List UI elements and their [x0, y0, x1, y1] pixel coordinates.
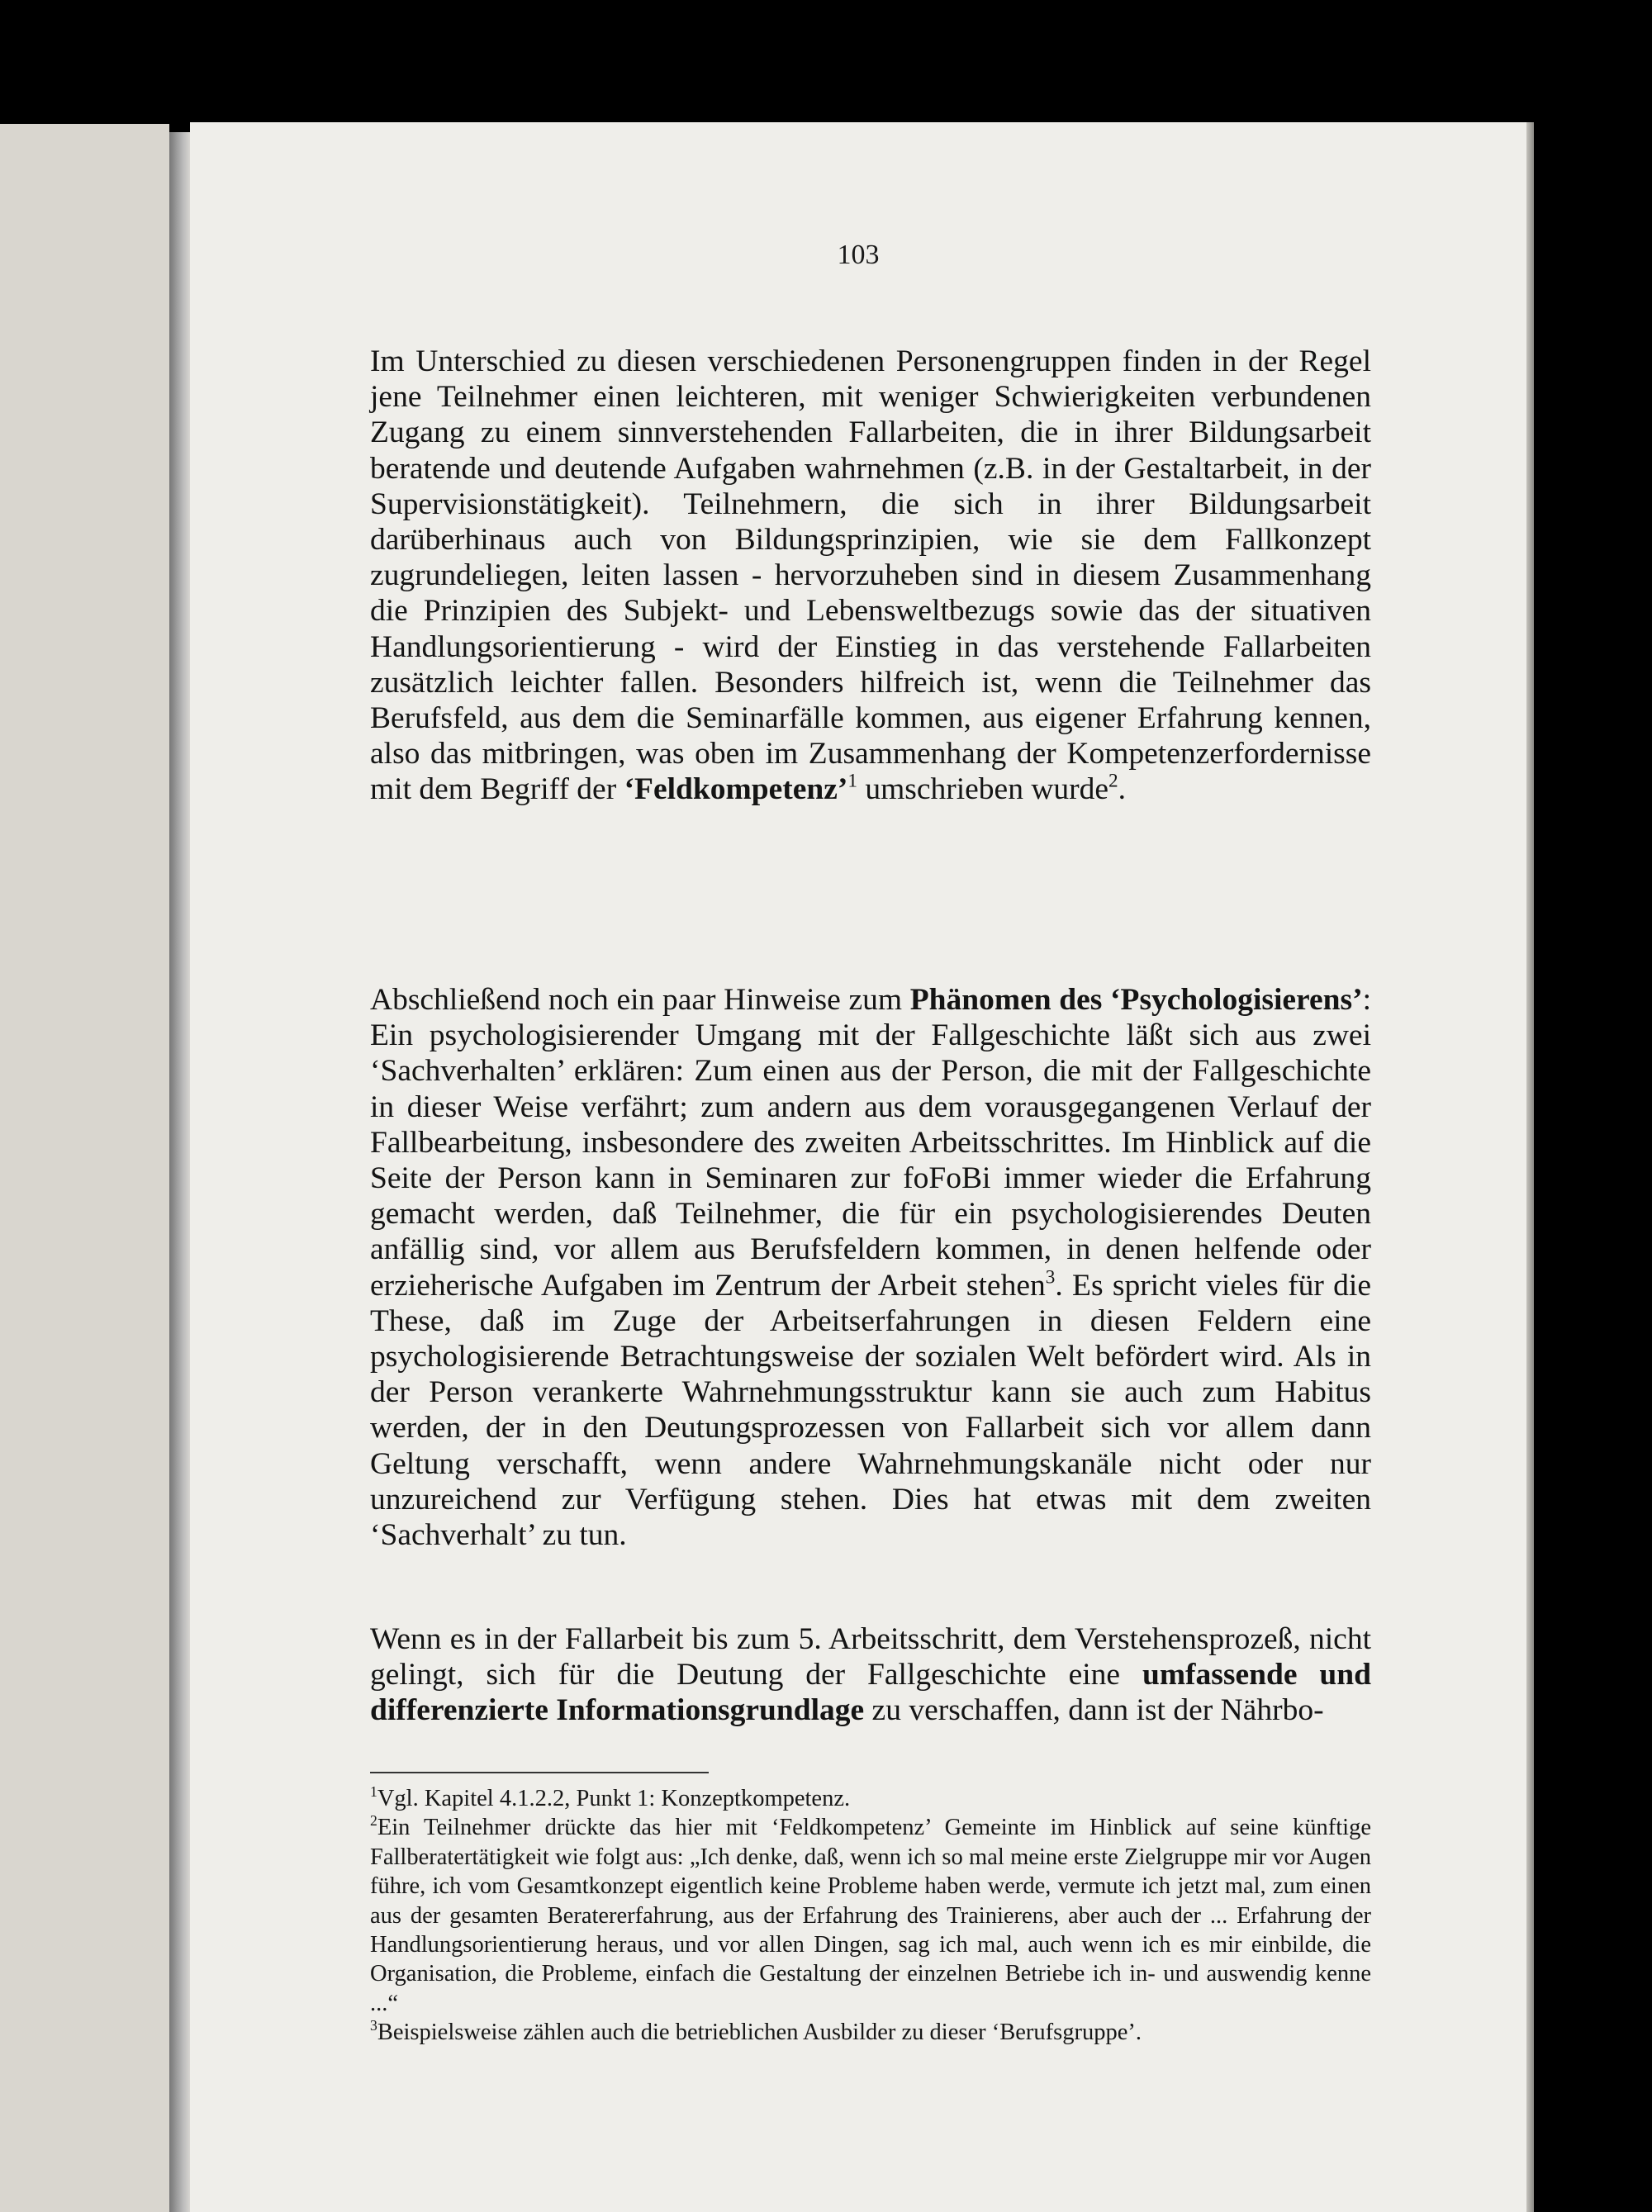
- book-page: [190, 122, 1526, 2212]
- p2-run-footnote-ref: 3: [1045, 1266, 1056, 1289]
- paragraph-2-text: [370, 982, 1371, 1553]
- paragraph-1-text: [370, 344, 1371, 808]
- footnote-separator: [370, 1772, 709, 1773]
- footnote-2-marker: 2: [370, 1812, 377, 1830]
- facing-page-edge: [0, 124, 169, 2212]
- footnote-2-text: Ein Teilnehmer drückte das hier mit ‘Feldkompetenz’ Gemeinte im Hinblick auf seine künftige Fallberatertätigkeit wie folgt aus: „Ich denke, daß, wenn ich so mal meine erste Zielgruppe mir vor Augen führe, ich vom Gesamtkonzept eigentlich keine Probleme haben werde, vermute ich jetzt mal, zum einen aus der gesamten Beratererfahrung, aus der Erfahrung des Trainierens, aber auch der ... Erfahrung der Handlungsorientierung heraus, und vor allen Dingen, sag ich mal, auch wenn ich es mir einbilde, die Organisation, die Probleme, einfach die Gestaltung der einzelnen Betriebe ich in- und auswendig kenne ...“: [370, 1815, 1371, 2016]
- p3-run: zu verschaffen, dann ist der Nährbo-: [864, 1693, 1324, 1728]
- paragraph-3: [370, 1621, 1371, 1729]
- p3-run: Wenn es in der Fallarbeit bis zum 5. Arbeitsschritt, dem Verstehensprozeß, nicht gelingt, sich für die Deutung der Fallgeschichte eine: [370, 1622, 1371, 1692]
- p1-run: umschrieben wurde: [857, 772, 1109, 807]
- p2-run: : Ein psychologisierender Umgang mit der Fallgeschichte läßt sich aus zwei ‘Sachverhalten’ erklären: Zum einen aus der Person, die mit der Fallgeschichte in dieser Weise verfährt; zum andern aus dem vorausgegangenen Verlauf der Fallbearbeitung, insbesondere des zweiten Arbeitsschrittes. Im Hinblick auf die Seite der Person kann in Seminaren zur foFoBi immer wieder die Erfahrung gemacht werden, daß Teilnehmer, die für ein psychologisierendes Deuten anfällig sind, vor allem aus Berufsfeldern kommen, in denen helfende oder erzieherische Aufgaben im Zentrum der Arbeit stehen: [370, 983, 1372, 1303]
- footnote-2: [370, 1813, 1371, 2018]
- p1-run: Im Unterschied zu diesen verschiedenen Personengruppen finden in der Regel jene Teilnehmer einen leichteren, mit weniger Schwierigkeiten verbundenen Zugang zu einem sinnverstehenden Fallarbeiten, die in ihrer Bildungsarbeit beratende und deutende Aufgaben wahrnehmen (z.B. in der Gestaltarbeit, in der Supervisionstätigkeit). Teilnehmern, die sich in ihrer Bildungsarbeit darüberhinaus auch von Bildungsprinzipien, wie sie dem Fallkonzept zugrundeliegen, leiten lassen - hervorzuheben sind in diesem Zusammenhang die Prinzipien des Subjekt- und Lebensweltbezugs sowie das der situativen Handlungsorientierung - wird der Einstieg in das verstehende Fallarbeiten zusätzlich leichter fallen. Besonders hilfreich ist, wenn die Teilnehmer das Berufsfeld, aus dem die Seminarfälle kommen, aus eigener Erfahrung kennen, also das mitbringen, was oben im Zusammenhang der Kompetenzerfordernisse mit dem Begriff der: [370, 344, 1371, 807]
- footnote-3-text: Beispielsweise zählen auch die betrieblichen Ausbilder zu dieser ‘Berufsgruppe’.: [377, 2020, 1142, 2046]
- p2-run: Abschließend noch ein paar Hinweise zum: [370, 983, 910, 1017]
- p1-run-bold: ‘Feldkompetenz’: [624, 772, 848, 807]
- page-number: 103: [837, 240, 880, 270]
- paragraph-2: [370, 982, 1371, 1553]
- footnotes: [370, 1784, 1371, 2048]
- footnote-3: [370, 2018, 1371, 2047]
- paragraph-1: [370, 344, 1371, 808]
- p2-run-bold: Phänomen des ‘Psychologisierens’: [909, 983, 1363, 1017]
- footnote-1-marker: 1: [370, 1783, 377, 1801]
- p1-run-footnote-ref: 2: [1108, 771, 1118, 793]
- footnote-1-text: Vgl. Kapitel 4.1.2.2, Punkt 1: Konzeptkompetenz.: [377, 1786, 851, 1811]
- footnote-3-marker: 3: [370, 2017, 377, 2034]
- p1-run-footnote-ref: 1: [847, 771, 857, 793]
- book-gutter: [169, 132, 192, 2212]
- p3-run-bold: umfassende und differenzierte Informationsgrundlage: [370, 1658, 1371, 1728]
- footnote-1: [370, 1784, 1371, 1813]
- p2-run: . Es spricht vieles für die These, daß im Zuge der Arbeitserfahrungen in diesen Feldern eine psychologisierende Betrachtungsweise der sozialen Welt befördert wird. Als in der Person verankerte Wahrnehmungsstruktur kann sie auch zum Habitus werden, der in den Deutungsprozessen von Fallarbeit sich vor allem dann Geltung verschafft, wenn andere Wahrnehmungskanäle nicht oder nur unzureichend zur Verfügung stehen. Dies hat etwas mit dem zweiten ‘Sachverhalt’ zu tun.: [370, 1268, 1371, 1553]
- paragraph-3-text: [370, 1621, 1371, 1729]
- p1-run: .: [1118, 772, 1127, 807]
